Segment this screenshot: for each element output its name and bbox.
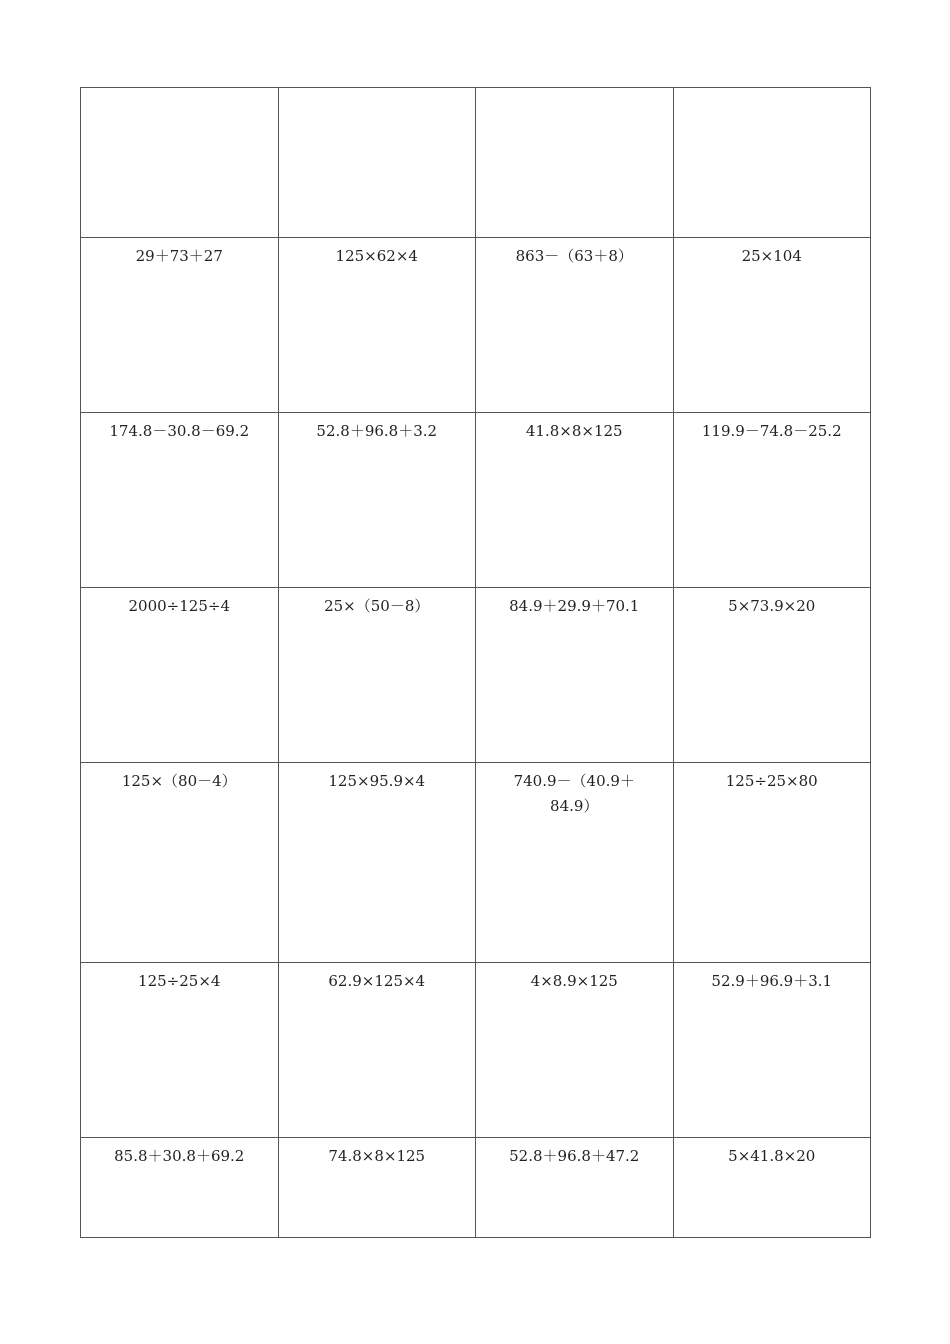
table-row	[81, 1138, 871, 1238]
problem-cell: 25×104	[673, 238, 871, 413]
problem-cell: 84.9＋29.9＋70.1	[476, 588, 674, 763]
problem-cell: 125÷25×4	[81, 963, 279, 1138]
problem-cell: 85.8＋30.8＋69.2	[81, 1138, 279, 1238]
problem-cell: 863－（63＋8）	[476, 238, 674, 413]
problem-cell: 52.8＋96.8＋47.2	[476, 1138, 674, 1238]
problem-cell: 29＋73＋27	[81, 238, 279, 413]
problem-cell: 25×（50－8）	[278, 588, 476, 763]
problem-cell	[476, 88, 674, 238]
problem-cell: 4×8.9×125	[476, 963, 674, 1138]
worksheet-body	[81, 88, 871, 1238]
problem-cell: 125×（80－4）	[81, 763, 279, 963]
problem-cell: 52.8＋96.8＋3.2	[278, 413, 476, 588]
problem-cell: 41.8×8×125	[476, 413, 674, 588]
problem-cell: 74.8×8×125	[278, 1138, 476, 1238]
table-row	[81, 88, 871, 238]
problem-cell: 5×41.8×20	[673, 1138, 871, 1238]
problem-cell	[673, 88, 871, 238]
problem-cell: 125÷25×80	[673, 763, 871, 963]
table-row	[81, 963, 871, 1138]
problem-cell: 740.9－（40.9＋84.9）	[476, 763, 674, 963]
problem-cell: 5×73.9×20	[673, 588, 871, 763]
problem-cell: 125×62×4	[278, 238, 476, 413]
problem-cell: 174.8－30.8－69.2	[81, 413, 279, 588]
problem-cell: 119.9－74.8－25.2	[673, 413, 871, 588]
table-row	[81, 588, 871, 763]
problem-cell: 62.9×125×4	[278, 963, 476, 1138]
problem-cell: 52.9＋96.9＋3.1	[673, 963, 871, 1138]
problem-cell	[278, 88, 476, 238]
problem-cell: 2000÷125÷4	[81, 588, 279, 763]
worksheet-table	[80, 87, 871, 1238]
table-row	[81, 413, 871, 588]
table-row	[81, 763, 871, 963]
table-row	[81, 238, 871, 413]
problem-cell: 125×95.9×4	[278, 763, 476, 963]
problem-cell	[81, 88, 279, 238]
